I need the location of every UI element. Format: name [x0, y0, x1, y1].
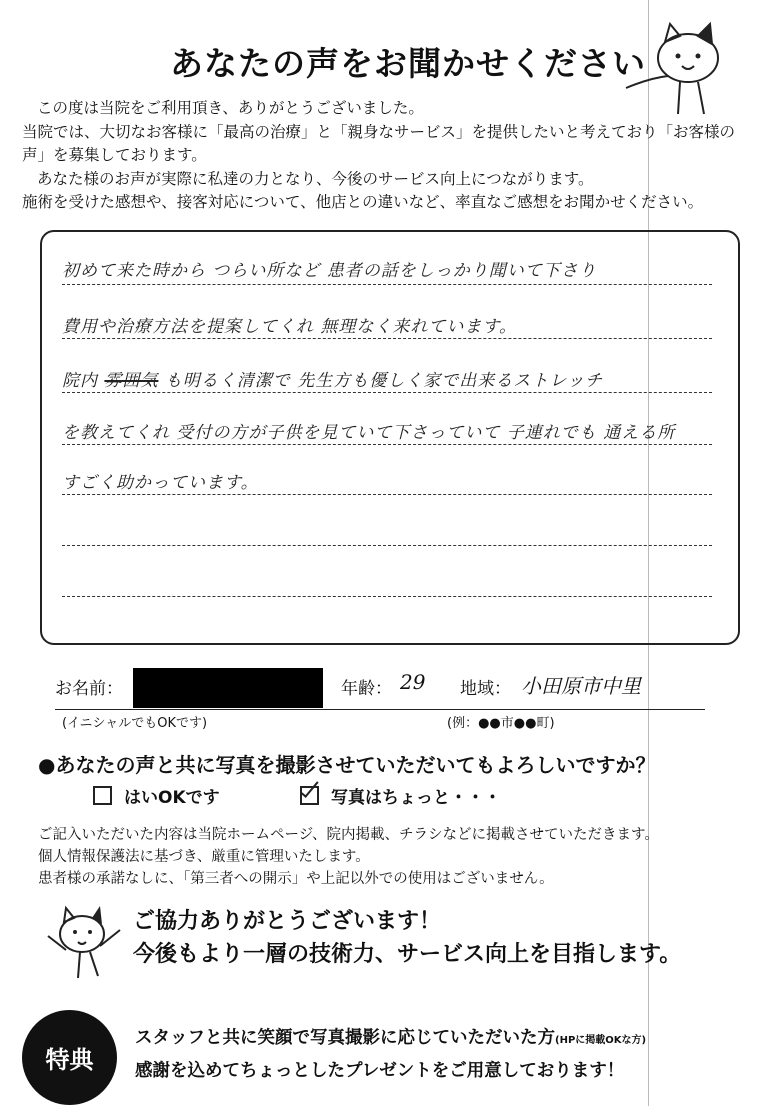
benefit-2: 感謝を込めてちょっとしたプレゼントをご用意しております！ [135, 1061, 625, 1081]
ruled-line [62, 284, 712, 285]
name-hint: (イニシャルでもOKです) [62, 716, 208, 731]
comment-line-5: すごく助かっています。 [62, 473, 259, 493]
age-value: 29 [400, 670, 426, 694]
intro-p2: 当院では、大切なお客様に「最高の治療」と「親身なサービス」を提供したいと考えており「お客様の声」を募集しております。 [22, 122, 736, 164]
checkbox-no-checked[interactable] [300, 786, 319, 805]
age-label: 年齢： [341, 679, 392, 699]
intro-p4: 施術を受けた感想や、接客対応について、他店との違いなど、率直なご感想をお聞かせください。 [22, 193, 704, 211]
option-no[interactable] [300, 783, 501, 808]
thanks-1: ご協力ありがとうございます！ [133, 909, 442, 934]
region-hint: (例：●●市●●町) [447, 716, 555, 731]
comment-line-4: を教えてくれ 受付の方が子供を見ていて下さっていて 子連れでも 通える所 [62, 423, 676, 443]
note-1: ご記入いただいた内容は当院ホームページ、院内掲載、チラシなどに掲載させていただきます。 [38, 827, 659, 843]
benefit-1: スタッフと共に笑顔で写真撮影に応じていただいた方 [135, 1028, 555, 1048]
intro-p1: この度は当院をご利用頂き、ありがとうございました。 [37, 99, 424, 117]
note-3: 患者様の承諾なしに、「第三者への開示」や上記以外での使用はございません。 [38, 871, 554, 887]
checkbox-yes[interactable] [93, 786, 112, 805]
comment-line-3-post: も明るく清潔で 先生方も優しく家で出来るストレッチ [164, 371, 604, 391]
photo-question: ●あなたの声と共に写真を撮影させていただいてもよろしいですか？ [38, 753, 656, 777]
comment-line-1: 初めて来た時から つらい所など 患者の話をしっかり聞いて下さり [62, 261, 597, 281]
comment-struck-word: 雰囲気 [104, 371, 159, 391]
thanks-2: 今後もより一層の技術力、サービス向上を目指します。 [133, 942, 682, 967]
ruled-line [62, 392, 712, 393]
info-row [55, 668, 755, 708]
benefit-1-small: (HPに掲載OKな方) [555, 1035, 647, 1046]
option-yes-label: はいOKです [124, 788, 220, 808]
comment-box [40, 230, 740, 645]
thanks-message [133, 905, 681, 971]
intro-p3: あなた様のお声が実際に私達の力となり、今後のサービス向上につながります。 [37, 169, 594, 188]
ruled-line [62, 444, 712, 445]
comment-line-3-pre: 院内 [62, 371, 98, 391]
benefit-badge: 特典 [22, 1010, 117, 1105]
benefit-text [135, 1023, 646, 1086]
option-no-label: 写真はちょっと・・・ [331, 788, 501, 808]
comment-line-2: 費用や治療方法を提案してくれ 無理なく来れています。 [62, 317, 518, 337]
page-title: あなたの声をお聞かせください [170, 44, 646, 83]
comment-line-3 [62, 366, 603, 391]
ruled-line [62, 545, 712, 546]
ruled-line [62, 494, 712, 495]
name-redacted [133, 668, 323, 708]
ruled-line [62, 338, 712, 339]
option-yes[interactable] [93, 783, 220, 808]
region-label: 地域： [460, 679, 511, 699]
intro-text [22, 97, 752, 215]
ruled-line [62, 596, 712, 597]
region-value: 小田原市中里 [521, 674, 641, 698]
privacy-notes [38, 824, 659, 890]
note-2: 個人情報保護法に基づき、厳重に管理いたします。 [38, 849, 370, 865]
info-underline [55, 709, 705, 710]
cat-dancing-icon [40, 900, 130, 990]
name-label: お名前： [55, 679, 123, 699]
